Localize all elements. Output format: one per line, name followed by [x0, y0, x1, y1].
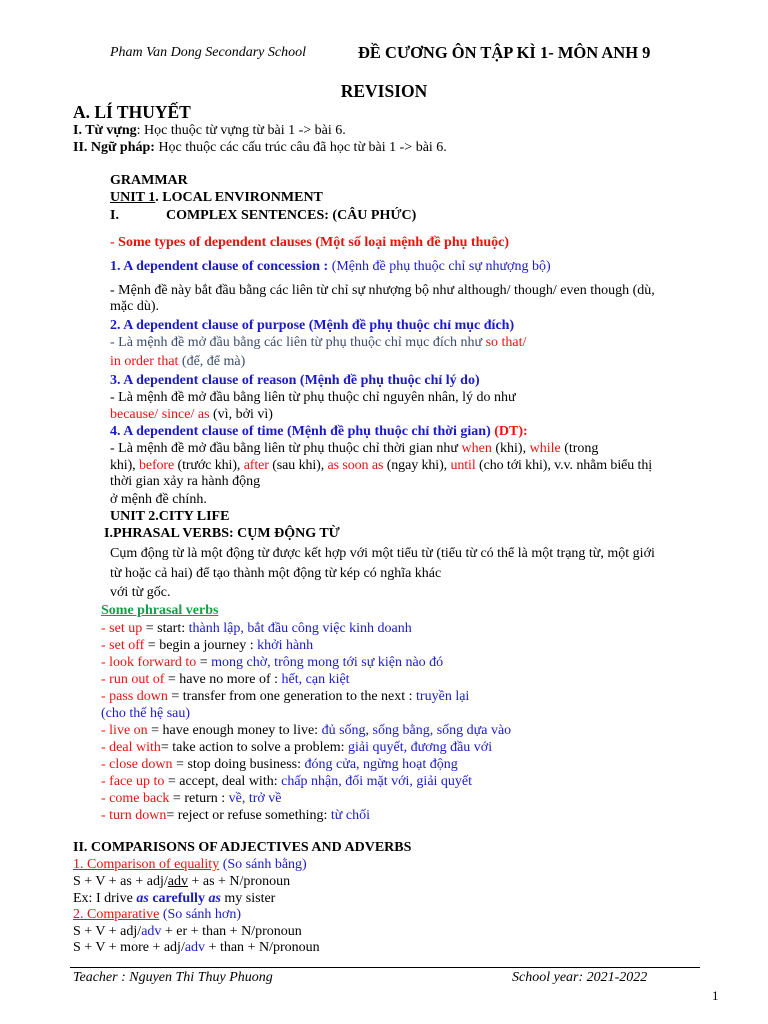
- phrasal-verb-definition: = begin a journey :: [144, 638, 258, 653]
- some-phrasal-verbs-heading: Some phrasal verbs: [101, 603, 219, 618]
- phrasal-verb-row: [101, 774, 472, 790]
- phrasal-verb-definition: = start:: [142, 621, 189, 636]
- clause-1: [110, 259, 551, 275]
- phrasal-verb-definition: = transfer from one generation to the next :: [167, 689, 417, 704]
- clause-4-text-f: (sau khi),: [268, 458, 328, 473]
- grammar-text: Học thuộc các cấu trúc câu đã học từ bài 1 -> bài 6.: [154, 140, 447, 155]
- example-a: Ex: I drive: [73, 891, 137, 906]
- grammar-line: [73, 140, 447, 156]
- phrasal-verb-row: [101, 706, 190, 722]
- phrasal-verb-term: - set off: [101, 638, 145, 653]
- phrasal-verb-row: [101, 621, 412, 637]
- phrasal-verb-meaning: chấp nhận, đối mặt với, giải quyết: [281, 774, 473, 789]
- equality-example: [73, 891, 275, 907]
- clause-4-text-e: (trước khi),: [174, 458, 244, 473]
- equality-label: 1. Comparison of equality: [73, 857, 220, 872]
- clause-1-desc-1: - Mệnh đề này bắt đầu bằng các liên từ chỉ sự nhượng bộ như although/ though/ even though (dù,: [110, 283, 655, 298]
- phrasal-verb-meaning: từ chối: [330, 808, 370, 823]
- clause-2-title: 2. A dependent clause of purpose (Mệnh đề phụ thuộc chỉ mục đích): [110, 318, 515, 333]
- vocab-text: : Học thuộc từ vựng từ bài 1 -> bài 6.: [136, 123, 346, 138]
- equality-formula-adv: adv: [167, 874, 188, 889]
- clause-4-text-b: (khi),: [491, 441, 530, 456]
- equality-formula-a: S + V + as + adj/: [73, 874, 168, 889]
- clause-2-in-order-that: in order that: [110, 354, 179, 369]
- clause-2-desc: [110, 335, 526, 351]
- document-title: ĐỀ CƯƠNG ÔN TẬP KÌ 1- MÔN ANH 9: [358, 43, 651, 62]
- clause-4-heading: [110, 424, 528, 440]
- clause-4-desc-3: thời gian xảy ra hành động: [110, 474, 261, 489]
- school-name: Pham Van Dong Secondary School: [110, 45, 306, 60]
- clause-4-dt: (DT):: [490, 424, 528, 439]
- vocab-label: I. Từ vựng: [73, 123, 137, 138]
- clause-4-before: before: [138, 458, 175, 473]
- example-carefully: carefully: [148, 891, 209, 906]
- comparative-heading: [73, 907, 241, 923]
- revision-heading: REVISION: [340, 81, 428, 101]
- phrasal-desc-2: từ hoặc cả hai) để tạo thành một động từ kép có nghĩa khác: [110, 566, 442, 581]
- phrasal-verb-meaning: đủ sống, sống bằng, sống dựa vào: [321, 723, 512, 738]
- equality-formula-b: + as + N/pronoun: [187, 874, 291, 889]
- comparative-f2-a: S + V + more + adj/: [73, 940, 185, 955]
- comparative-f2-adv: adv: [184, 940, 206, 955]
- phrasal-verb-row: [101, 638, 313, 654]
- clause-1-title: 1. A dependent clause of concession :: [110, 259, 329, 274]
- phrasal-verb-meaning: truyền lại: [416, 689, 470, 704]
- phrasal-verb-meaning: thành lập, bắt đầu công việc kinh doanh: [188, 621, 412, 636]
- school-year: School year: 2021-2022: [512, 970, 648, 985]
- comparative-formula-1: [73, 924, 302, 940]
- phrasal-verb-meaning: mong chờ, trông mong tới sự kiện nào đó: [211, 655, 444, 670]
- clause-4-text-c: (trong: [560, 441, 599, 456]
- unit1-label: UNIT 1: [110, 190, 156, 205]
- vocab-line: [73, 123, 346, 139]
- phrasal-verb-row: [101, 808, 370, 824]
- clause-4-desc-1: [110, 441, 598, 457]
- phrasal-verb-term: - pass down: [101, 689, 168, 704]
- clause-4-as-soon-as: as soon as: [327, 458, 384, 473]
- phrasal-verb-term: - face up to: [101, 774, 165, 789]
- phrasal-verb-definition: = have no more of :: [164, 672, 282, 687]
- phrasal-verb-meaning: về, trở về: [228, 791, 282, 806]
- phrasal-verb-definition: = stop doing business:: [172, 757, 305, 772]
- clause-3-title: 3. A dependent clause of reason (Mệnh đề phụ thuộc chỉ lý do): [110, 373, 480, 388]
- phrasal-verb-term: - close down: [101, 757, 173, 772]
- clause-4-title: 4. A dependent clause of time (Mệnh đề phụ thuộc chỉ thời gian): [110, 424, 491, 439]
- section-a-title: A. LÍ THUYẾT: [73, 102, 191, 122]
- clause-3-conjunctions: because/ since/ as: [110, 407, 210, 422]
- phrasal-verb-definition: =: [196, 655, 212, 670]
- comparative-f1-a: S + V + adj/: [73, 924, 142, 939]
- unit1-rest: . LOCAL ENVIRONMENT: [155, 190, 323, 205]
- phrasal-verb-meaning: (cho thế hệ sau): [101, 706, 191, 721]
- unit2-heading: UNIT 2.CITY LIFE: [110, 509, 230, 524]
- comparative-vn: (So sánh hơn): [159, 907, 241, 922]
- comparative-f2-b: + than + N/pronoun: [205, 940, 320, 955]
- phrasal-verbs-heading: I.PHRASAL VERBS: CỤM ĐỘNG TỪ: [104, 526, 340, 541]
- complex-title: COMPLEX SENTENCES: (CÂU PHỨC): [165, 208, 417, 223]
- phrasal-verb-row: [101, 740, 492, 756]
- phrasal-verb-row: [101, 672, 350, 688]
- comparative-label: 2. Comparative: [73, 907, 160, 922]
- phrasal-verb-row: [101, 723, 511, 739]
- phrasal-verb-definition: = take action to solve a problem:: [160, 740, 348, 755]
- clause-3-desc-2: [110, 407, 273, 423]
- phrasal-verb-definition: = accept, deal with:: [164, 774, 282, 789]
- clause-4-text-d: khi),: [110, 458, 139, 473]
- example-as-2: as: [208, 891, 221, 906]
- clause-2-so-that: so that/: [485, 335, 527, 350]
- comparative-f1-adv: adv: [141, 924, 162, 939]
- comparative-formula-2: [73, 940, 320, 956]
- clause-4-when: when: [461, 441, 492, 456]
- example-b: my sister: [220, 891, 276, 906]
- clause-4-text-g: (ngay khi),: [383, 458, 451, 473]
- grammar-heading: GRAMMAR: [110, 173, 188, 188]
- grammar-label: II. Ngữ pháp:: [73, 140, 155, 155]
- phrasal-desc-3: với từ gốc.: [110, 585, 171, 600]
- phrasal-verb-term: - come back: [101, 791, 170, 806]
- phrasal-verb-definition: = reject or refuse something:: [166, 808, 331, 823]
- phrasal-desc-1: Cụm động từ là một động từ được kết hợp với một tiểu từ (tiểu từ có thể là một trạng từ, một giới: [110, 546, 655, 561]
- phrasal-verb-term: - deal with: [101, 740, 161, 755]
- clause-2-desc-text: - Là mệnh đề mở đầu bằng các liên từ phụ thuộc chỉ mục đích như: [110, 335, 486, 350]
- clause-4-text-a: - Là mệnh đề mở đầu bằng liên từ phụ thuộc chỉ thời gian như: [110, 441, 462, 456]
- clause-4-desc-2: [110, 458, 652, 474]
- phrasal-verb-row: [101, 655, 443, 671]
- phrasal-verb-term: - turn down: [101, 808, 167, 823]
- clause-2-vn: (để, để mà): [178, 354, 246, 369]
- page-number: 1: [712, 988, 719, 1003]
- teacher-name: Teacher : Nguyen Thi Thuy Phuong: [73, 970, 273, 985]
- clause-2-desc-2: [110, 354, 245, 370]
- comparisons-heading: II. COMPARISONS OF ADJECTIVES AND ADVERBS: [73, 840, 412, 855]
- example-as-1: as: [136, 891, 149, 906]
- complex-sentences-heading: [110, 208, 416, 224]
- equality-heading: [73, 857, 307, 873]
- clause-4-desc-4: ở mệnh đề chính.: [110, 492, 207, 507]
- clause-4-while: while: [529, 441, 561, 456]
- phrasal-verb-term: - look forward to: [101, 655, 197, 670]
- phrasal-verb-meaning: hết, cạn kiệt: [281, 672, 350, 687]
- clause-1-desc-2: mặc dù).: [110, 299, 159, 314]
- phrasal-verb-definition: = return :: [169, 791, 229, 806]
- phrasal-verb-term: - run out of: [101, 672, 165, 687]
- phrasal-verb-definition: = have enough money to live:: [147, 723, 322, 738]
- phrasal-verb-row: [101, 689, 469, 705]
- clause-3-desc: - Là mệnh đề mở đầu bằng liên từ phụ thuộc chỉ nguyên nhân, lý do như: [110, 390, 516, 405]
- clause-types: - Some types of dependent clauses (Một số loại mệnh đề phụ thuộc): [110, 235, 510, 250]
- phrasal-verb-meaning: khởi hành: [257, 638, 314, 653]
- phrasal-verb-row: [101, 791, 282, 807]
- phrasal-verb-meaning: giải quyết, đương đầu với: [348, 740, 493, 755]
- equality-formula: [73, 874, 290, 890]
- comparative-f1-b: + er + than + N/pronoun: [161, 924, 302, 939]
- complex-num: I.: [110, 208, 119, 223]
- footer-divider: [70, 967, 700, 968]
- clause-4-after: after: [243, 458, 269, 473]
- clause-4-until: until: [450, 458, 476, 473]
- clause-1-vn: (Mệnh đề phụ thuộc chỉ sự nhượng bộ): [331, 259, 551, 274]
- phrasal-verb-row: [101, 757, 458, 773]
- phrasal-verb-term: - set up: [101, 621, 143, 636]
- unit1-heading: [110, 190, 323, 206]
- clause-3-vn: (vì, bởi vì): [209, 407, 273, 422]
- phrasal-verb-meaning: đóng cửa, ngừng hoạt động: [304, 757, 458, 772]
- equality-vn: (So sánh bằng): [219, 857, 307, 872]
- clause-4-text-h: (cho tới khi), v.v. nhằm biểu thị: [475, 458, 653, 473]
- phrasal-verb-term: - live on: [101, 723, 148, 738]
